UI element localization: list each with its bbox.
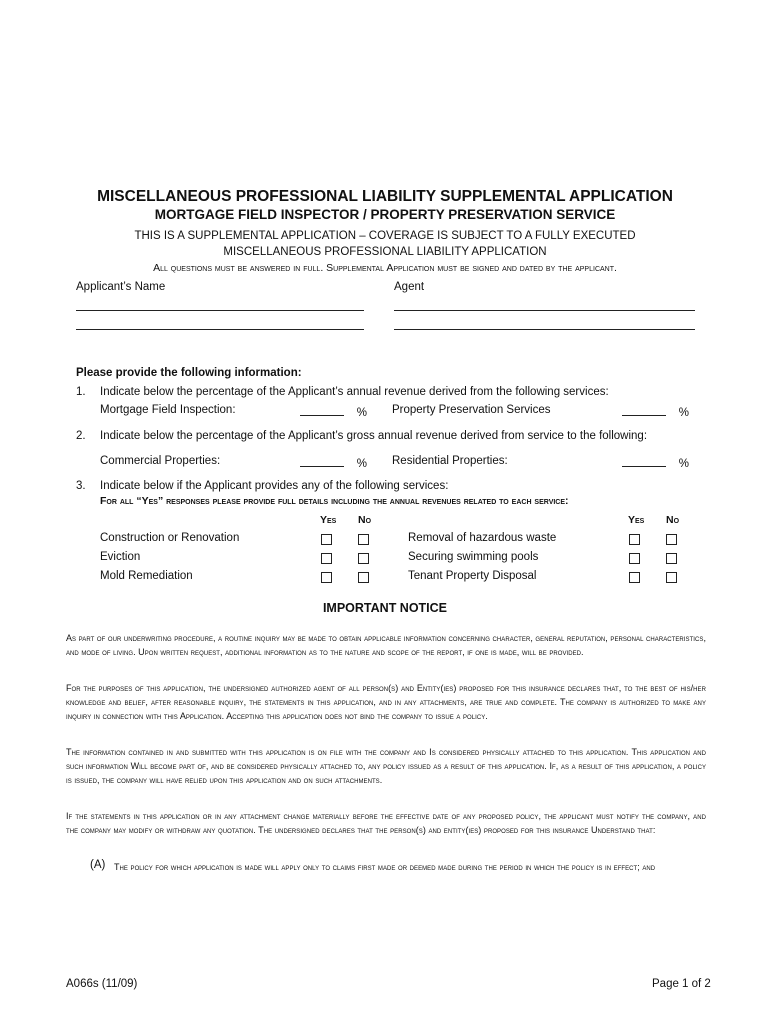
notice-line-2: MISCELLANEOUS PROFESSIONAL LIABILITY APPLICATION — [223, 246, 547, 258]
construction-no-checkbox[interactable] — [358, 534, 369, 545]
q2-text: Indicate below the percentage of the Applicant’s gross annual revenue derived from service to the following: — [100, 430, 648, 442]
applicant-name-line-1[interactable] — [76, 310, 364, 311]
commercial-properties-label: Commercial Properties: — [100, 455, 221, 467]
no-header-right: No — [666, 514, 680, 526]
item-a-text: The policy for which application is made will apply only to claims first made or deemed made during the period in which the policy is in effect; and — [114, 862, 656, 872]
agent-line-1[interactable] — [394, 310, 695, 311]
mortgage-field-inspection-field[interactable]: % — [300, 404, 367, 419]
notice-paragraph-1: As part of our underwriting procedure, a routine inquiry may be made to obtain applicable information concerning character, general reputation, personal characteristics, and mode of living. Upon written request, additional information as to the nature and scope of the report, if one is made, will be provided. — [66, 633, 706, 657]
mortgage-field-inspection-label: Mortgage Field Inspection: — [100, 404, 236, 416]
q3-text: Indicate below if the Applicant provides any of the following services: — [100, 480, 449, 492]
notice-paragraph-3: The information contained in and submitted with this application is on file with the company and Is considered physically attached to this application. This application and such information Will become part of, and be considered physically attached to, any policy issued as a result of this application. If, as a result of this application, a policy is issued, the company will have relied upon this application and on such attachments. — [66, 747, 706, 785]
swimming-pools-yes-checkbox[interactable] — [629, 553, 640, 564]
property-preservation-field[interactable]: % — [622, 404, 689, 419]
residential-properties-label: Residential Properties: — [392, 455, 508, 467]
service-eviction-label: Eviction — [100, 551, 141, 563]
yes-header-left: Yes — [320, 514, 337, 526]
mold-yes-checkbox[interactable] — [321, 572, 332, 583]
residential-properties-field[interactable]: % — [622, 455, 689, 470]
yes-header-right: Yes — [628, 514, 645, 526]
swimming-pools-no-checkbox[interactable] — [666, 553, 677, 564]
service-tenant-property-label: Tenant Property Disposal — [408, 570, 537, 582]
info-heading: Please provide the following information: — [76, 367, 302, 379]
important-notice-heading: IMPORTANT NOTICE — [322, 601, 448, 615]
no-header-left: No — [358, 514, 372, 526]
commercial-properties-field[interactable]: % — [300, 455, 367, 470]
tenant-property-yes-checkbox[interactable] — [629, 572, 640, 583]
q3-number: 3. — [76, 480, 86, 492]
agent-label: Agent — [394, 281, 425, 293]
q1-number: 1. — [76, 386, 86, 398]
q1-text: Indicate below the percentage of the Applicant’s annual revenue derived from the following services: — [100, 386, 609, 398]
applicant-name-label: Applicant’s Name — [76, 281, 166, 293]
instruction-line: All questions must be answered in full. Supplemental Application must be signed and dated by the applicant. — [153, 262, 617, 274]
agent-line-2[interactable] — [394, 329, 695, 330]
eviction-no-checkbox[interactable] — [358, 553, 369, 564]
hazardous-waste-no-checkbox[interactable] — [666, 534, 677, 545]
document-title: MISCELLANEOUS PROFESSIONAL LIABILITY SUPPLEMENTAL APPLICATION — [97, 188, 673, 205]
service-mold-label: Mold Remediation — [100, 570, 193, 582]
mold-no-checkbox[interactable] — [358, 572, 369, 583]
form-id: A066s (11/09) — [66, 978, 138, 990]
tenant-property-no-checkbox[interactable] — [666, 572, 677, 583]
q3-subtext: For all “Yes” responses please provide full details including the annual revenues related to each service: — [100, 495, 569, 507]
service-construction-label: Construction or Renovation — [100, 532, 240, 544]
page-number: Page 1 of 2 — [652, 978, 711, 990]
item-a-label: (A) — [90, 859, 106, 871]
notice-paragraph-2: For the purposes of this application, the undersigned authorized agent of all person(s) and Entity(ies) proposed for this insurance declares that, to the best of his/her knowledge and belief, after reasonable inquiry, the statements in this application, and in any attachments, are true and complete. The company is authorized to make any inquiry in connection with this Application. Accepting this application does not bind the company to issue a policy. — [66, 683, 706, 721]
hazardous-waste-yes-checkbox[interactable] — [629, 534, 640, 545]
applicant-name-line-2[interactable] — [76, 329, 364, 330]
service-hazardous-waste-label: Removal of hazardous waste — [408, 532, 557, 544]
construction-yes-checkbox[interactable] — [321, 534, 332, 545]
notice-line-1: THIS IS A SUPPLEMENTAL APPLICATION – COVERAGE IS SUBJECT TO A FULLY EXECUTED — [134, 230, 636, 242]
service-swimming-pools-label: Securing swimming pools — [408, 551, 539, 563]
property-preservation-label: Property Preservation Services — [392, 404, 551, 416]
document-subtitle: MORTGAGE FIELD INSPECTOR / PROPERTY PRESERVATION SERVICE — [154, 207, 616, 222]
q2-number: 2. — [76, 430, 86, 442]
notice-paragraph-4: If the statements in this application or in any attachment change materially before the effective date of any proposed policy, the applicant must notify the company, and the company may modify or withdraw any quotation. The undersigned declares that the person(s) and entity(ies) proposed for this insurance Understand that: — [66, 811, 706, 835]
eviction-yes-checkbox[interactable] — [321, 553, 332, 564]
